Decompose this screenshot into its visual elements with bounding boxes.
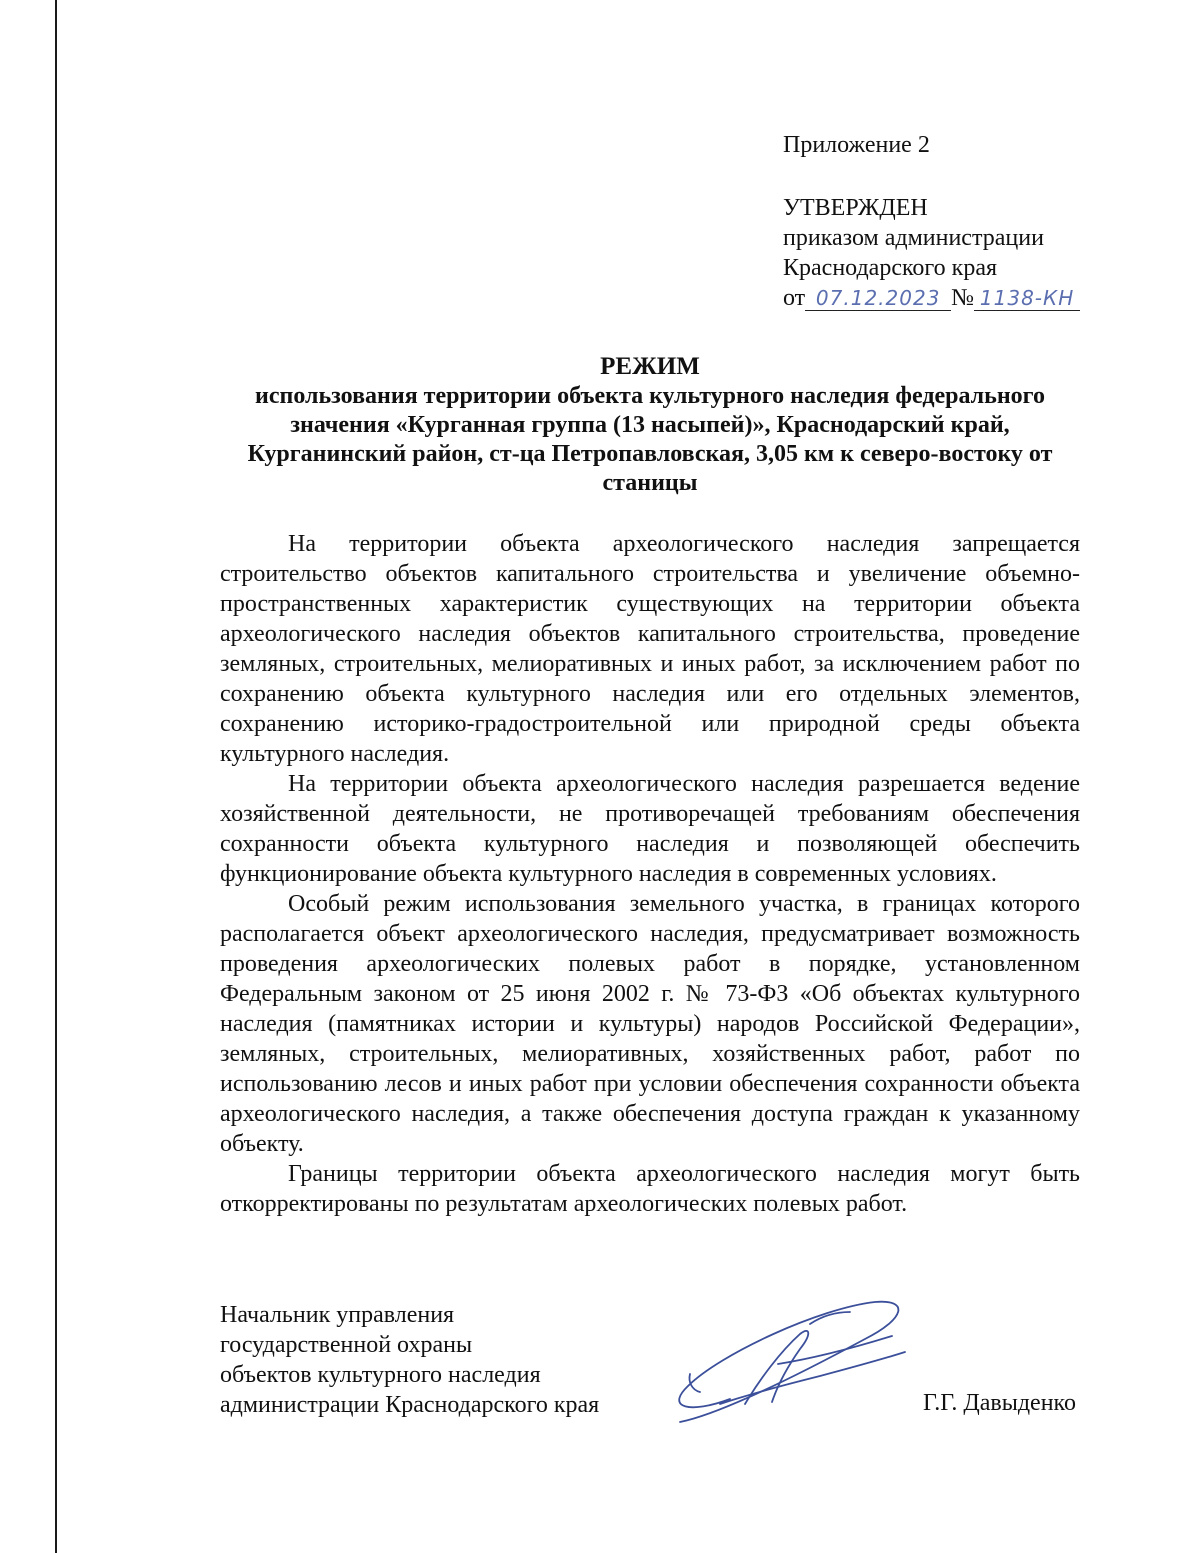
paragraph-prohibitions: На территории объекта археологического наследия запрещается строительство объектов капитального строительства и увеличение объемно-пространственных характеристик существующих на территории объекта археологического наследия объектов капитального строительства, проведение земляных, строительных, мелиоративных и иных работ, за исключением работ по сохранению объекта культурного наследия или его отдельных элементов, сохранению историко-градостроительной или природной среды объекта культурного наследия.: [220, 531, 1080, 767]
approved-label: УТВЕРЖДЕН: [783, 195, 928, 221]
approval-stamp: [783, 130, 1183, 313]
order-date-number: [783, 283, 1183, 313]
scan-edge-line: [55, 0, 57, 1553]
handwritten-date: 07.12.2023: [805, 286, 951, 311]
signature-block: [220, 1300, 1080, 1450]
document-body: [220, 529, 1080, 1219]
document-title: [215, 352, 1085, 498]
paragraph-special-regime: Особый режим использования земельного участка, в границах которого располагается объект археологического наследия, предусматривает возможность проведения археологических полевых работ в порядке, установленном Федеральным законом от 25 июня 2002 г. № 73-ФЗ «Об объектах культурного наследия (памятниках истории и культуры) народов Российской Федерации», земляных, строительных, мелиоративных, хозяйственных работ, работ по использованию лесов и иных работ при условии обеспечения сохранности объекта археологического наследия, а также обеспечения доступа граждан к указанному объекту.: [220, 891, 1080, 1157]
handwritten-number: 1138-КН: [974, 286, 1080, 311]
paragraph-permissions: На территории объекта археологического наследия разрешается ведение хозяйственной деятельности, не противоречащей требованиям обеспечения сохранности объекта культурного наследия и позволяющей обеспечить функционирование объекта культурного наследия в современных условиях.: [220, 771, 1080, 887]
signature-strokes: [679, 1302, 905, 1422]
paragraph-boundaries: Границы территории объекта археологического наследия могут быть откорректированы по результатам археологических полевых работ.: [220, 1161, 1080, 1217]
title-main: РЕЖИМ: [600, 353, 700, 380]
signer-title-line: государственной охраны: [220, 1332, 473, 1358]
signer-name: Г.Г. Давыденко: [923, 1390, 1076, 1416]
region-line: Краснодарского края: [783, 255, 998, 281]
title-subtitle: использования территории объекта культурного наследия федерального значения «Курганная группа (13 насыпей)», Краснодарский край, Курганинский район, ст-ца Петропавловская, 3,05 км к северо-востоку от станицы: [247, 383, 1053, 496]
signer-title-line: объектов культурного наследия: [220, 1362, 541, 1388]
annex-label: Приложение 2: [783, 132, 930, 158]
signer-title-line: администрации Краснодарского края: [220, 1392, 600, 1418]
number-prefix: №: [951, 285, 975, 311]
from-prefix: от: [783, 285, 806, 311]
signer-title-line: Начальник управления: [220, 1302, 455, 1328]
handwritten-signature-icon: [660, 1294, 920, 1444]
order-line: приказом администрации: [783, 225, 1044, 251]
